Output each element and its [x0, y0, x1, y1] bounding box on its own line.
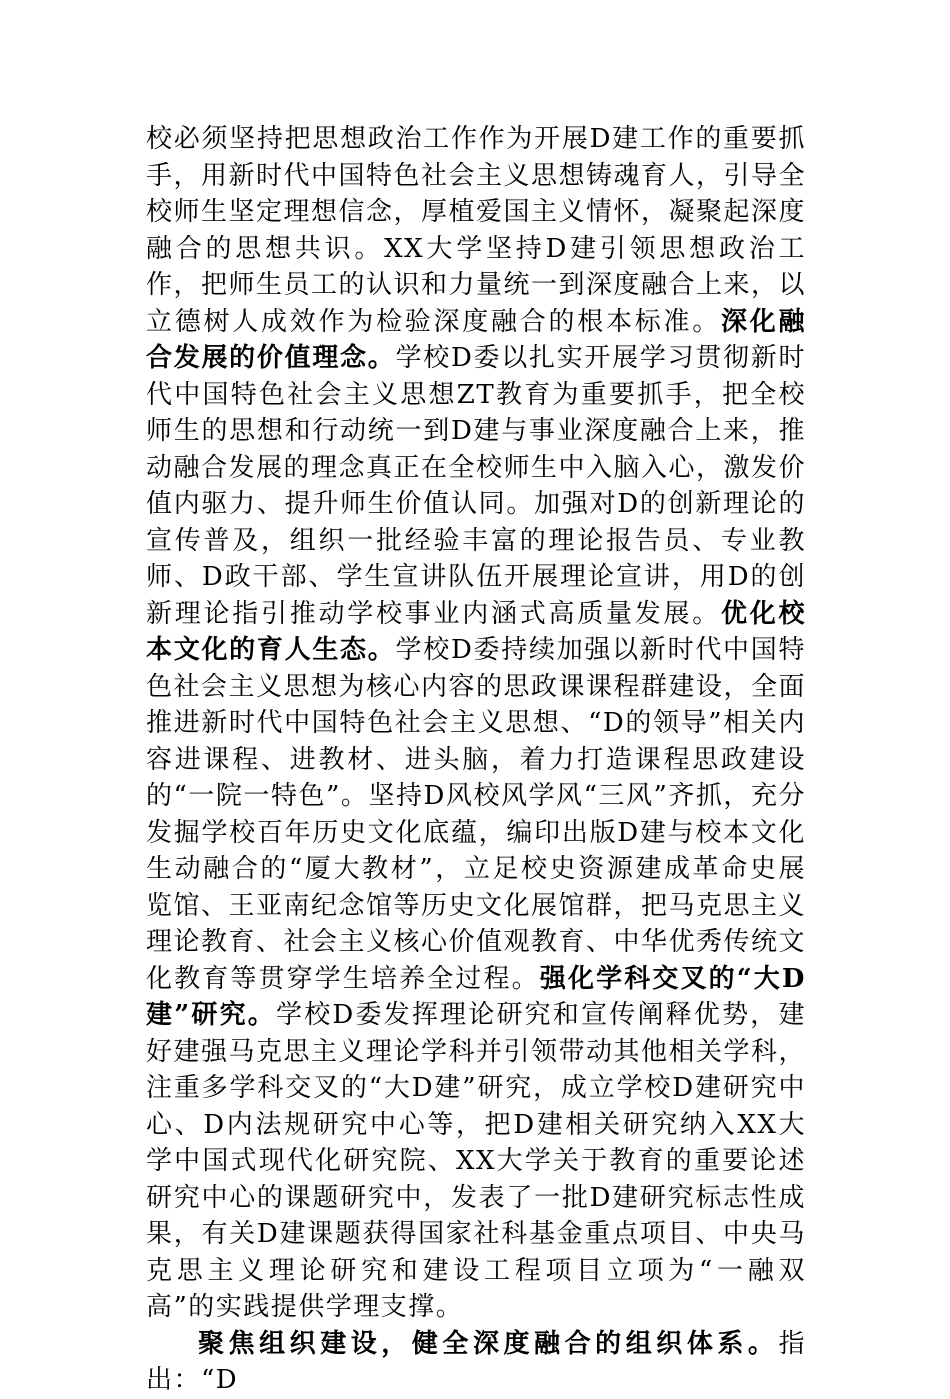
document-page [146, 121, 806, 1399]
section-heading-interdisciplinary-research: 强化学科交叉的“大D建”研究。 [146, 963, 806, 1030]
paragraph-text: 校必须坚持把思想政治工作作为开展D建工作的重要抓手，用新时代中国特色社会主义思想铸魂育人，引导全校师生坚定理想信念，厚植爱国主义情怀，凝聚起深度融合的思想共识。XX大学坚持D建引领思想政治工作，把师生员工的认识和力量统一到深度融合上来，以立德树人成效作为检验深度融合的根本标准。 [146, 124, 807, 337]
section-heading-culture-ecology: 优化校本文化的育人生态。 [146, 598, 806, 665]
paragraph-text: 学校D委以扎实开展学习贯彻新时代中国特色社会主义思想ZT教育为重要抓手，把全校师生的思想和行动统一到D建与事业深度融合上来，推动融合发展的理念真正在全校师生中入脑入心，激发价值内驱力、提升师生价值认同。加强对D的创新理论的宣传普及，组织一批经验丰富的理论报告员、专业教师、D政干部、学生宣讲队伍开展理论宣讲，用D的创新理论指引推动学校事业内涵式高质量发展。 [146, 343, 807, 629]
body-paragraph [146, 121, 806, 1326]
paragraph-text: 学校D委持续加强以新时代中国特色社会主义思想为核心内容的思政课课程群建设，全面推进新时代中国特色社会主义思想、“D的领导”相关内容进课程、进教材、进头脑，着力打造课程思政建设的“一院一特色”。坚持D风校风学风“三风”齐抓，充分发掘学校百年历史文化底蕴，编印出版D建与校本文化生动融合的“厦大教材”，立足校史资源建成革命史展览馆、王亚南纪念馆等历史文化展馆群，把马克思主义理论教育、社会主义核心价值观教育、中华优秀传统文化教育等贯穿学生培养全过程。 [146, 635, 807, 994]
section-heading-value-concept: 深化融合发展的价值理念。 [146, 306, 806, 373]
body-paragraph [146, 1326, 806, 1399]
paragraph-text: 指出：“D [146, 1328, 806, 1395]
section-heading-organization: 聚焦组织建设，健全深度融合的组织体系。 [198, 1328, 779, 1359]
paragraph-text: 学校D委发挥理论研究和宣传阐释优势，建好建强马克思主义理论学科并引领带动其他相关学科，注重多学科交叉的“大D建”研究，成立学校D建研究中心、D内法规研究中心等，把D建相关研究纳入XX大学中国式现代化研究院、XX大学关于教育的重要论述研究中心的课题研究中，发表了一批D建研究标志性成果，有关D建课题获得国家社科基金重点项目、中央马克思主义理论研究和建设工程项目立项为“一融双高”的实践提供学理支撑。 [146, 1000, 807, 1322]
